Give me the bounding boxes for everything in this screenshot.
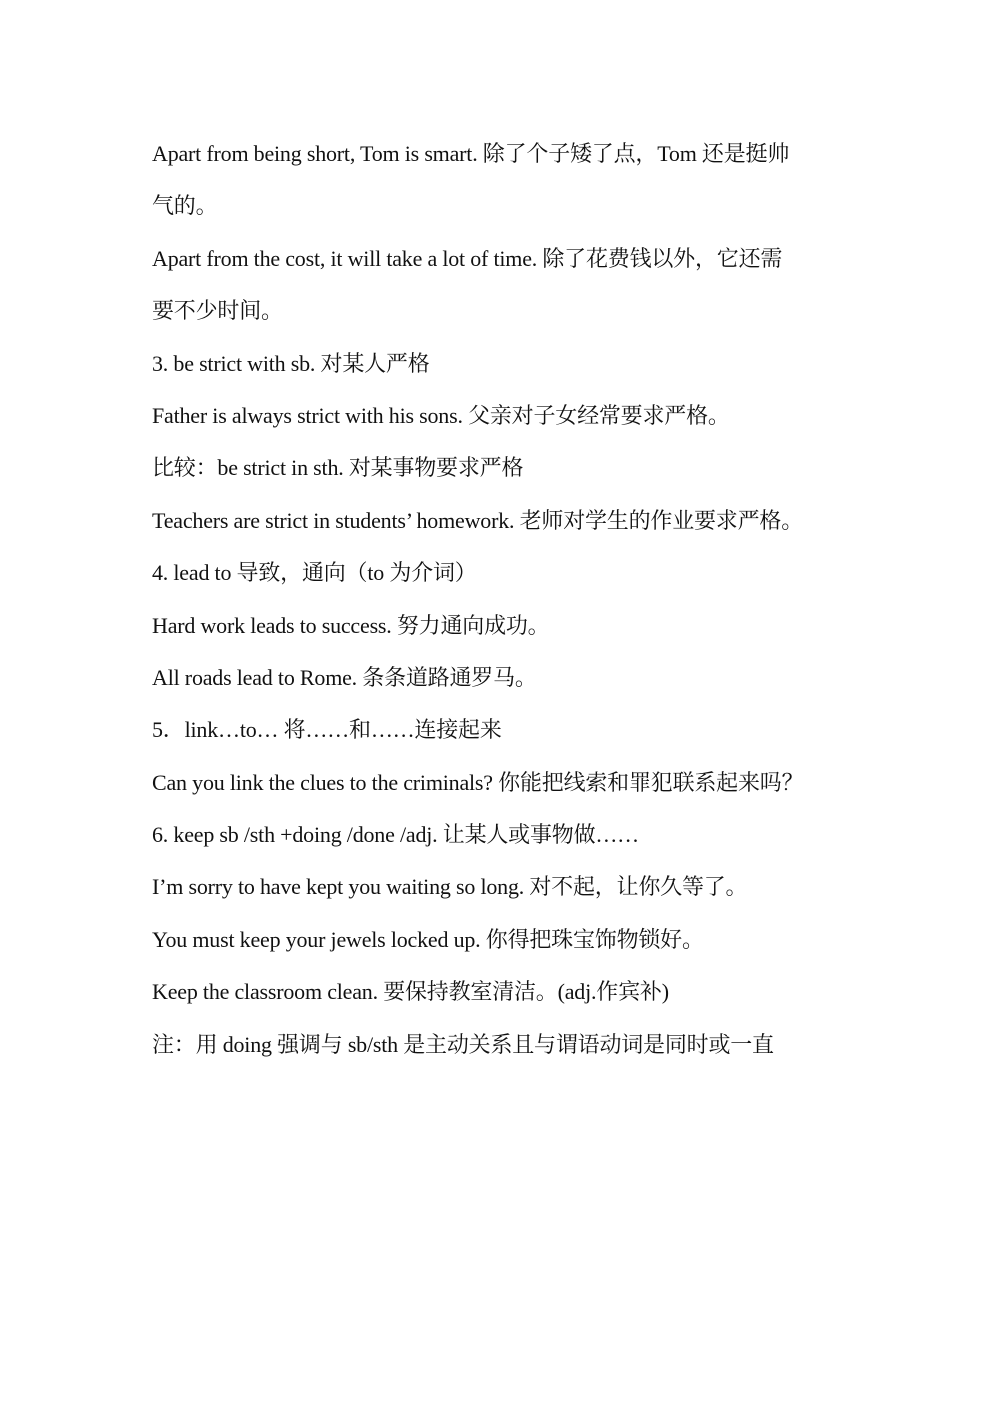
example-sentence: You must keep your jewels locked up. 你得把珠宝饰物锁好。 bbox=[152, 926, 704, 952]
example-sentence: Keep the classroom clean. 要保持教室清洁。(adj.作宾补) bbox=[152, 979, 669, 1005]
phrase-heading-4: 4. lead to 导致，通向（to 为介词） bbox=[152, 560, 477, 586]
example-sentence: Father is always strict with his sons. 父亲对子女经常要求严格。 bbox=[152, 402, 730, 428]
example-sentence-continued: 气的。 bbox=[152, 193, 218, 219]
example-sentence: Apart from the cost, it will take a lot of time. 除了花费钱以外，它还需 bbox=[152, 245, 783, 271]
example-sentence: Apart from being short, Tom is smart. 除了个子矮了点，Tom 还是挺帅 bbox=[152, 141, 790, 166]
usage-note: 注：用 doing 强调与 sb/sth 是主动关系且与谓语动词是同时或一直 bbox=[152, 1031, 774, 1057]
phrase-heading-3: 3. be strict with sb. 对某人严格 bbox=[152, 350, 430, 376]
document-body bbox=[152, 128, 872, 1071]
comparison-note: 比较：be strict in sth. 对某事物要求严格 bbox=[152, 455, 524, 481]
phrase-heading-6: 6. keep sb /sth +doing /done /adj. 让某人或事物做…… bbox=[152, 822, 639, 848]
example-sentence: Hard work leads to success. 努力通向成功。 bbox=[152, 612, 550, 638]
example-sentence: Can you link the clues to the criminals? 你能把线索和罪犯联系起来吗？ bbox=[152, 769, 804, 795]
example-sentence: I’m sorry to have kept you waiting so long. 对不起，让你久等了。 bbox=[152, 874, 748, 900]
example-sentence-continued: 要不少时间。 bbox=[152, 298, 283, 324]
example-sentence: All roads lead to Rome. 条条道路通罗马。 bbox=[152, 664, 537, 690]
example-sentence: Teachers are strict in students’ homework. 老师对学生的作业要求严格。 bbox=[152, 507, 804, 533]
phrase-heading-5: 5．link…to… 将……和……连接起来 bbox=[152, 717, 502, 743]
